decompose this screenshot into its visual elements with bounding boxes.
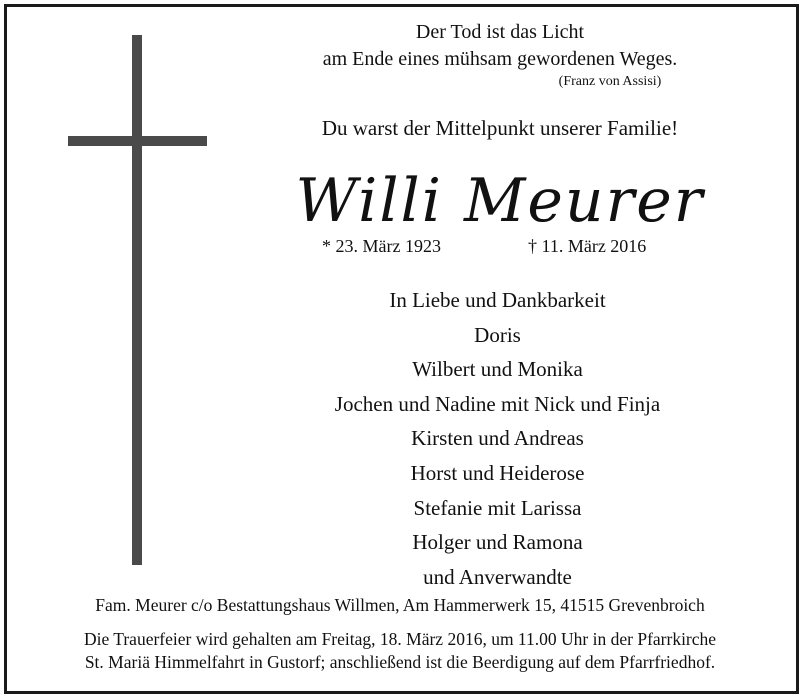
mourner-line: Doris — [474, 322, 521, 347]
mourner-line: Kirsten und Andreas — [411, 426, 584, 451]
cross-vertical-beam — [132, 35, 142, 565]
quote-attribution: (Franz von Assisi) — [558, 74, 662, 89]
mourner-line: Stefanie mit Larissa — [413, 495, 582, 520]
quote-line-2: am Ende eines mühsam gewordenen Weges. — [322, 48, 678, 70]
mourner-line: Wilbert und Monika — [412, 357, 583, 382]
funeral-service-info — [0, 628, 800, 674]
mourners-list — [260, 283, 735, 594]
contact-address: Fam. Meurer c/o Bestattungshaus Willmen, Am Hammerwerk 15, 41515 Grevenbroich — [95, 595, 705, 615]
cross-horizontal-beam — [68, 136, 207, 146]
birth-date: * 23. März 1923 — [322, 236, 441, 256]
mourner-line: Jochen und Nadine mit Nick und Finja — [334, 391, 661, 416]
service-line-1: Die Trauerfeier wird gehalten am Freitag, 18. März 2016, um 11.00 Uhr in der Pfarrkirche — [83, 629, 717, 649]
mourners-intro: In Liebe und Dankbarkeit — [389, 288, 606, 312]
mourner-line: Horst und Heiderose — [410, 460, 585, 485]
quote-line-1: Der Tod ist das Licht — [415, 21, 585, 43]
death-date: † 11. März 2016 — [528, 236, 647, 256]
service-line-2: St. Mariä Himmelfahrt in Gustorf; anschließend ist die Beerdigung auf dem Pfarrfriedhof. — [84, 652, 716, 672]
mourner-line: Holger und Ramona — [412, 530, 583, 555]
motto: Du warst der Mittelpunkt unserer Familie! — [321, 116, 679, 140]
mourner-line: und Anverwandte — [423, 564, 572, 589]
deceased-name: Willi Meurer — [295, 166, 705, 236]
